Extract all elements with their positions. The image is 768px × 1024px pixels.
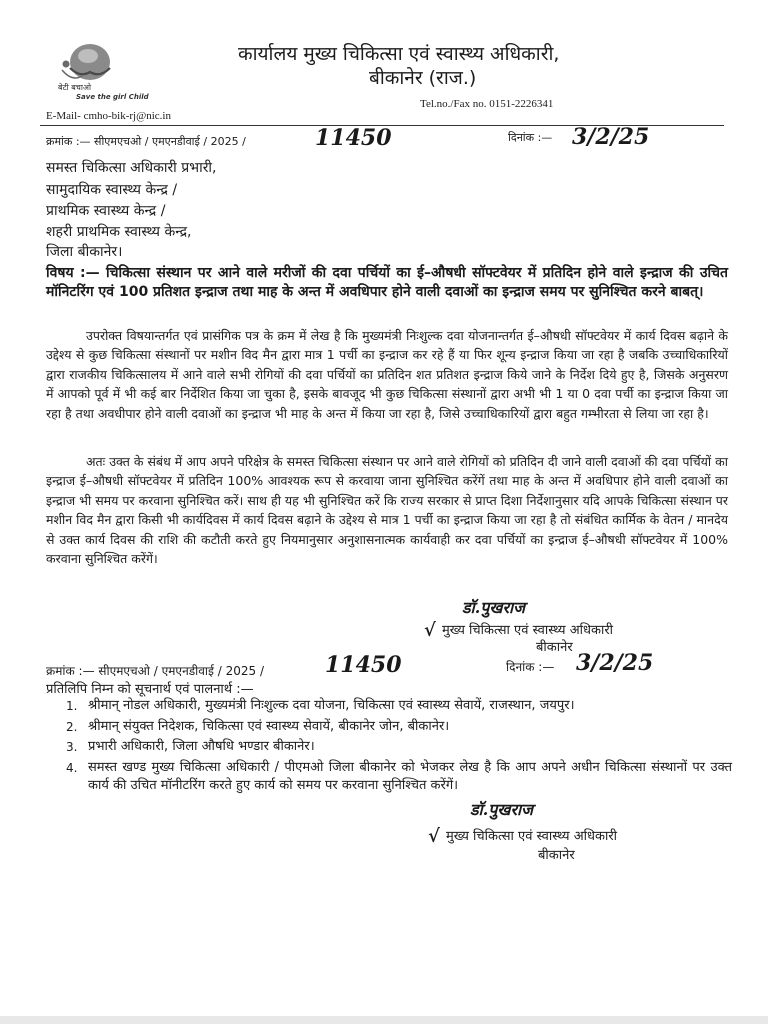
addressee-line: सामुदायिक स्वास्थ्य केन्द्र / (46, 182, 178, 198)
signatory-designation: मुख्य चिकित्सा एवं स्वास्थ्य अधिकारी (442, 623, 614, 638)
list-item-text: श्रीमान् संयुक्त निदेशक, चिकित्सा एवं स्वास्थ्य सेवायें, बीकानेर जोन, बीकानेर। (88, 718, 450, 734)
signature-handwritten: डॉ.पुखराज (462, 598, 526, 617)
signature-mark: √ (424, 620, 436, 641)
copy-recipients-list (58, 697, 732, 798)
signatory-designation: मुख्य चिकित्सा एवं स्वास्थ्य अधिकारी (446, 829, 618, 844)
signatory-place: बीकानेर (536, 640, 573, 655)
reference-date-handwritten: 3/2/25 (572, 124, 650, 150)
addressee-line: समस्त चिकित्सा अधिकारी प्रभारी, (46, 160, 217, 176)
list-item (58, 759, 732, 796)
page-bottom-edge (0, 1016, 768, 1024)
list-item-number: 4. (66, 760, 78, 775)
reference-date-label: दिनांक :— (508, 131, 553, 144)
list-item-text: श्रीमान् नोडल अधिकारी, मुख्यमंत्री निःशुल्क दवा योजना, चिकित्सा एवं स्वास्थ्य सेवायें, राजस्थान, जयपुर। (88, 698, 575, 713)
letter-subject: विषय :— चिकित्सा संस्थान पर आने वाले मरीजों की दवा पर्चियों का ई–औषधी सॉफ्टवेयर में प्रतिदिन होने वाले इन्द्राज की उचित मॉनिटरिंग एवं 100 प्रतिशत इन्द्राज तथा माह के अन्त में अवधिपार होने वाली दवाओं का इन्द्राज समय पर सुनिश्चित करने बाबत्। (46, 265, 728, 300)
office-location: बीकानेर (राज.) (369, 67, 477, 89)
list-item-number: 1. (66, 699, 78, 713)
reference-number-handwritten: 11450 (315, 125, 392, 151)
addressee-line: प्राथमिक स्वास्थ्य केन्द्र / (46, 203, 166, 219)
list-item-number: 2. (66, 719, 78, 734)
copy-date-handwritten: 3/2/25 (576, 650, 654, 676)
copy-number-label: क्रमांक :— सीएमएचओ / एमएनडीवाई / 2025 / (46, 664, 265, 678)
copy-intro: प्रतिलिपि निम्न को सूचनार्थ एवं पालनार्थ :— (46, 682, 254, 697)
body-paragraph: उपरोक्त विषयान्तर्गत एवं प्रासंगिक पत्र के क्रम में लेख है कि मुख्यमंत्री निःशुल्क दवा योजनान्तर्गत ई–औषधी सॉफ्टवेयर में कार्य दिवस बढ़ाने के उद्देश्य से कुछ चिकित्सा संस्थानों पर मशीन विद मैन द्वारा मात्र 1 पर्ची का इन्द्राज कर रहे हैं या फिर शून्य इन्द्राज किया जा रहा है जबकि उच्चाधिकारियों द्वारा राजकीय चिकित्सालय में आने वाले सभी रोगियों की दवा पर्चियों का प्रतिदिन शत प्रतिशत इन्द्राज किये जाने के निर्देश दिये हुए है, जिसके अनुसरण में आपको पूर्व में भी कई बार निर्देशित किया जा चुका है, इसके बावजूद भी कुछ चिकित्सा संस्थानों द्वारा अभी भी 1 या 0 दवा पर्ची का इन्द्राज किया जा रहा है तथा अवधीपार होने वाली दवाओं का इन्द्राज भी माह के अन्त में किया जा रहा है, जिसे उच्चाधिकारियों द्वारा बहुत गम्भीरता से लिया जा रहा है। (46, 328, 728, 421)
addressee-line: जिला बीकानेर। (46, 244, 123, 260)
body-paragraph: अतः उक्त के संबंध में आप अपने परिक्षेत्र के समस्त चिकित्सा संस्थान पर आने वाले रोगियों को प्रतिदिन दी जाने वाली दवाओं की दवा पर्चियों का इन्द्राज ई–औषधी सॉफ्टवेयर में प्रतिदिन 100% आवश्यक रूप से करवाया जाना सुनिश्चित करेंगें तथा माह के अन्त में अवधिपार होने वाली दवाओं का इन्द्राज भी समय पर करवाना सुनिश्चित करें। साथ ही यह भी सुनिश्चित करें कि राज्य सरकार से प्राप्त दिशा निर्देशानुसार यदि आपके चिकित्सा संस्थान पर मशीन विद मैन द्वारा किसी भी कार्यदिवस में कार्य दिवस बढ़ाने के उद्देश्य से मात्र 1 पर्ची का इन्द्राज किया जा रहा है तो संबंधित कार्मिक के वेतन / मानदेय से उक्त कार्य दिवस की राशि की कटौती करते हुए नियमानुसार अनुशासनात्मक कार्यवाही कर दवा पर्चियों का इन्द्राज ई–औषधी सॉफ्टवेयर में 100% करवाना सुनिश्चित करेंगें। (46, 454, 728, 567)
list-item (58, 738, 732, 757)
list-item (58, 697, 732, 716)
list-item-text: प्रभारी अधिकारी, जिला औषधि भण्डार बीकानेर। (88, 739, 315, 754)
copy-date-label: दिनांक :— (506, 660, 555, 674)
signature-mark: √ (428, 826, 440, 847)
office-phone: Tel.no./Fax no. 0151-2226341 (420, 98, 554, 110)
beti-bachao-logo (48, 38, 128, 116)
signatory-place: बीकानेर (538, 848, 575, 863)
office-email: E-Mail- cmho-bik-rj@nic.in (46, 110, 171, 122)
logo-emblem-icon (48, 38, 128, 84)
list-item (58, 718, 732, 737)
reference-number-label: क्रमांक :— सीएमएचओ / एमएनडीवाई / 2025 / (46, 135, 246, 148)
list-item-number: 3. (66, 740, 78, 754)
copy-number-handwritten: 11450 (325, 652, 402, 678)
list-item-text: समस्त खण्ड मुख्य चिकित्सा अधिकारी / पीएमओ जिला बीकानेर को भेजकर लेख है कि आप अपने अधीन चिकित्सा संस्थानों पर उक्त कार्य की उचित मॉनीटरिंग करते हुए कार्य को समय पर करवाना सुनिश्चित करेंगें। (88, 759, 732, 793)
logo-english-text: Save the girl Child (76, 93, 149, 101)
addressee-line: शहरी प्राथमिक स्वास्थ्य केन्द्र, (46, 224, 192, 240)
signature-handwritten: डॉ.पुखराज (470, 800, 534, 819)
logo-hindi-text: बेटी बचाओ (58, 83, 92, 92)
office-title: कार्यालय मुख्य चिकित्सा एवं स्वास्थ्य अधिकारी, (238, 43, 560, 65)
